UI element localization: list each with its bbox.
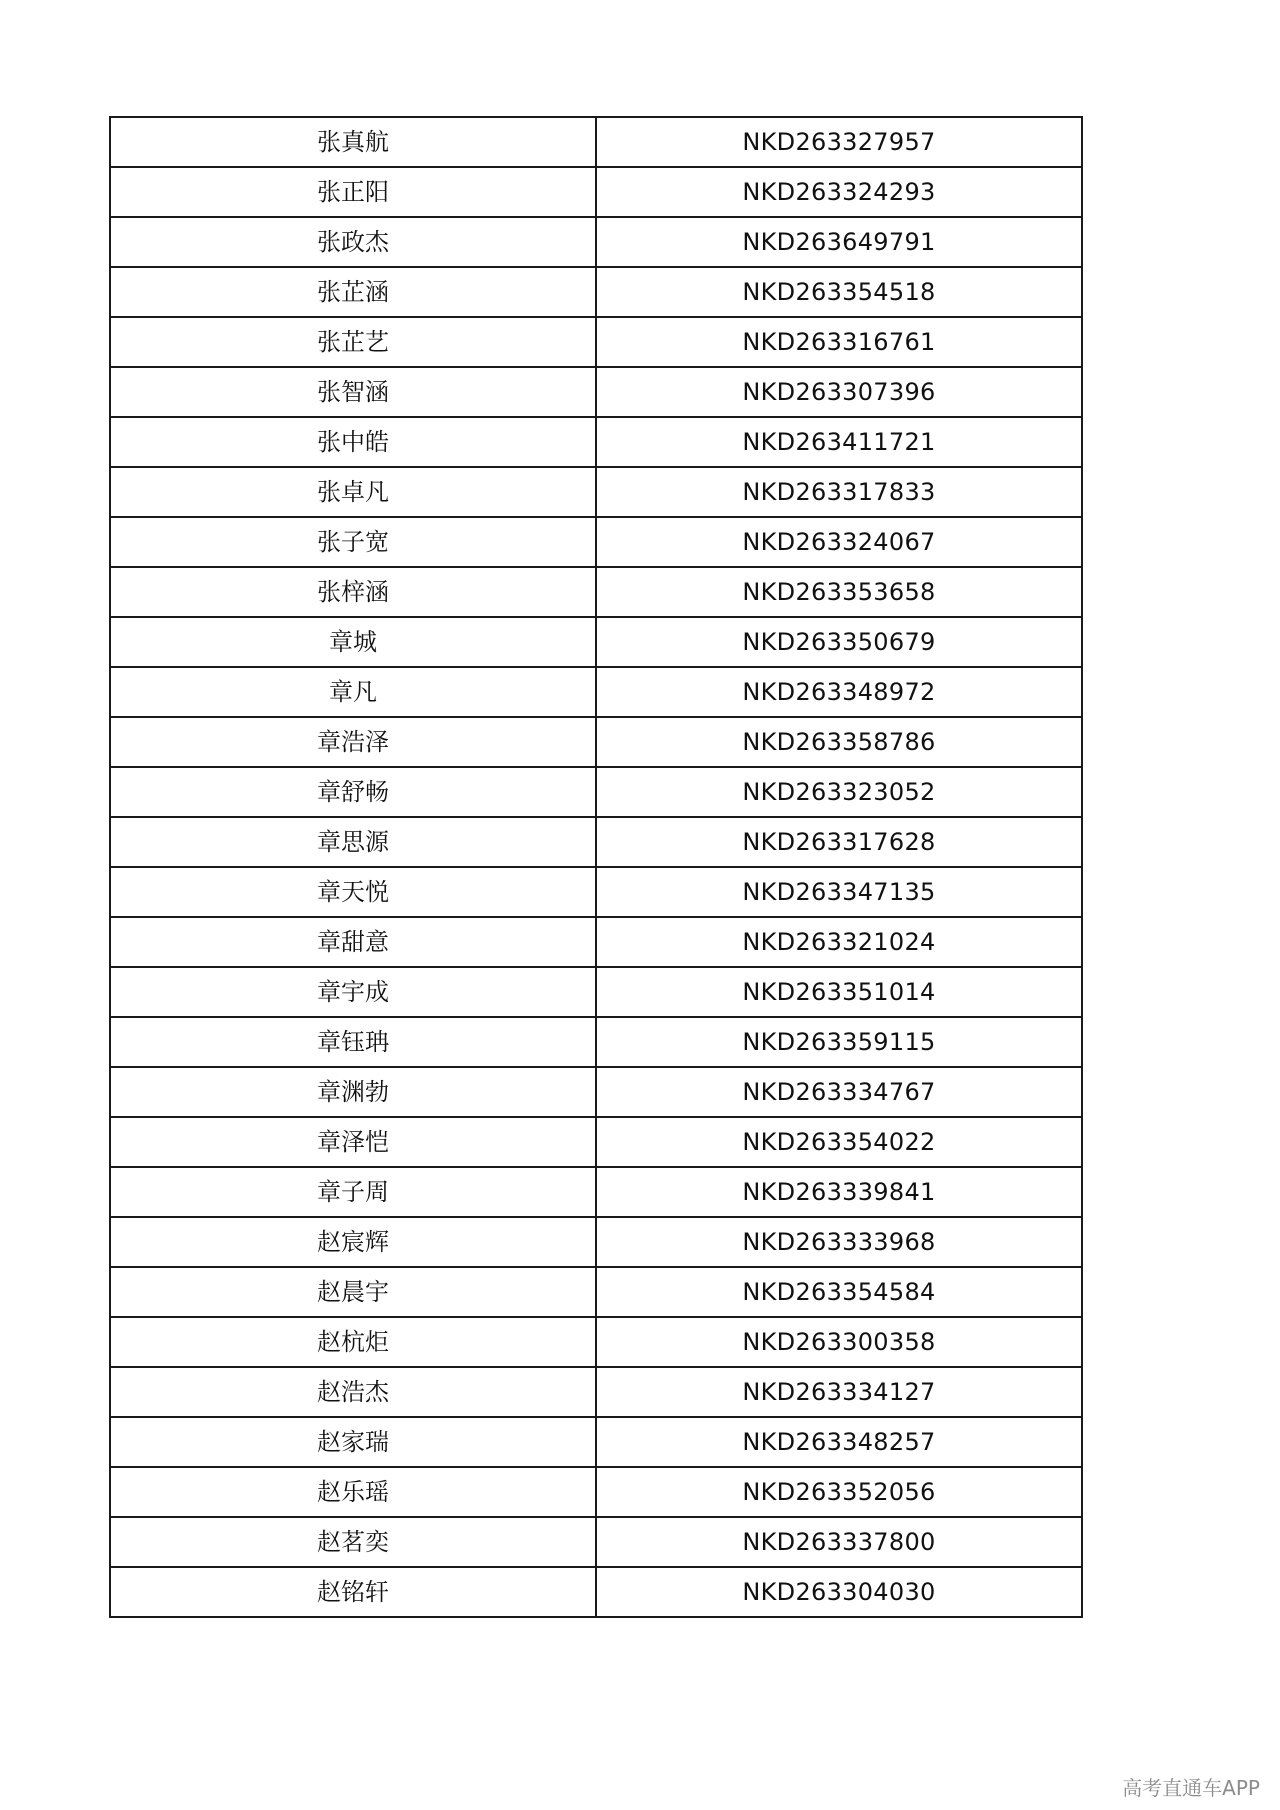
registration-id-cell: NKD263352056	[596, 1467, 1082, 1517]
table-row	[110, 117, 1082, 167]
registration-id-cell: NKD263354518	[596, 267, 1082, 317]
student-name-cell: 章泽恺	[110, 1117, 596, 1167]
registration-id-cell: NKD263353658	[596, 567, 1082, 617]
student-name-cell: 张中皓	[110, 417, 596, 467]
table-row	[110, 967, 1082, 1017]
registration-id-cell: NKD263307396	[596, 367, 1082, 417]
registration-id-cell: NKD263337800	[596, 1517, 1082, 1567]
table-row	[110, 167, 1082, 217]
student-name-cell: 张梓涵	[110, 567, 596, 617]
registration-id-cell: NKD263327957	[596, 117, 1082, 167]
table-row	[110, 917, 1082, 967]
table-row	[110, 1267, 1082, 1317]
table-row	[110, 317, 1082, 367]
registration-id-cell: NKD263334767	[596, 1067, 1082, 1117]
registration-id-cell: NKD263316761	[596, 317, 1082, 367]
student-name-cell: 章宇成	[110, 967, 596, 1017]
roster-table	[109, 116, 1083, 1618]
student-name-cell: 张真航	[110, 117, 596, 167]
student-name-cell: 章钰珃	[110, 1017, 596, 1067]
student-name-cell: 章城	[110, 617, 596, 667]
registration-id-cell: NKD263354584	[596, 1267, 1082, 1317]
registration-id-cell: NKD263317628	[596, 817, 1082, 867]
registration-id-cell: NKD263300358	[596, 1317, 1082, 1367]
table-row	[110, 217, 1082, 267]
registration-id-cell: NKD263411721	[596, 417, 1082, 467]
registration-id-cell: NKD263321024	[596, 917, 1082, 967]
table-row	[110, 517, 1082, 567]
table-row	[110, 1567, 1082, 1617]
registration-id-cell: NKD263323052	[596, 767, 1082, 817]
student-name-cell: 张卓凡	[110, 467, 596, 517]
table-row	[110, 417, 1082, 467]
registration-id-cell: NKD263324293	[596, 167, 1082, 217]
table-row	[110, 1317, 1082, 1367]
registration-id-cell: NKD263334127	[596, 1367, 1082, 1417]
table-row	[110, 367, 1082, 417]
registration-id-cell: NKD263348257	[596, 1417, 1082, 1467]
table-row	[110, 817, 1082, 867]
student-name-cell: 章渊勃	[110, 1067, 596, 1117]
table-row	[110, 1067, 1082, 1117]
registration-id-cell: NKD263333968	[596, 1217, 1082, 1267]
student-name-cell: 张正阳	[110, 167, 596, 217]
registration-id-cell: NKD263324067	[596, 517, 1082, 567]
table-row	[110, 667, 1082, 717]
student-name-cell: 章子周	[110, 1167, 596, 1217]
registration-id-cell: NKD263351014	[596, 967, 1082, 1017]
student-name-cell: 赵乐瑶	[110, 1467, 596, 1517]
registration-id-cell: NKD263649791	[596, 217, 1082, 267]
table-row	[110, 1367, 1082, 1417]
student-name-cell: 赵茗奕	[110, 1517, 596, 1567]
student-name-cell: 章天悦	[110, 867, 596, 917]
student-name-cell: 章舒畅	[110, 767, 596, 817]
registration-id-cell: NKD263348972	[596, 667, 1082, 717]
table-row	[110, 1217, 1082, 1267]
table-row	[110, 1167, 1082, 1217]
table-row	[110, 567, 1082, 617]
student-name-cell: 章思源	[110, 817, 596, 867]
student-name-cell: 赵杭炬	[110, 1317, 596, 1367]
registration-id-cell: NKD263358786	[596, 717, 1082, 767]
table-row	[110, 717, 1082, 767]
student-name-cell: 张芷涵	[110, 267, 596, 317]
table-row	[110, 1467, 1082, 1517]
student-name-cell: 章凡	[110, 667, 596, 717]
watermark-text: 高考直通车APP	[1122, 1776, 1260, 1800]
student-name-cell: 章甜意	[110, 917, 596, 967]
student-name-cell: 张子宽	[110, 517, 596, 567]
registration-id-cell: NKD263347135	[596, 867, 1082, 917]
student-name-cell: 章浩泽	[110, 717, 596, 767]
table-row	[110, 1417, 1082, 1467]
table-row	[110, 267, 1082, 317]
student-name-cell: 张芷艺	[110, 317, 596, 367]
student-name-cell: 张智涵	[110, 367, 596, 417]
registration-id-cell: NKD263350679	[596, 617, 1082, 667]
student-name-cell: 张政杰	[110, 217, 596, 267]
student-name-cell: 赵晨宇	[110, 1267, 596, 1317]
student-name-cell: 赵家瑞	[110, 1417, 596, 1467]
registration-id-cell: NKD263359115	[596, 1017, 1082, 1067]
table-row	[110, 867, 1082, 917]
student-name-cell: 赵浩杰	[110, 1367, 596, 1417]
registration-id-cell: NKD263304030	[596, 1567, 1082, 1617]
roster-table-body	[110, 117, 1082, 1617]
registration-id-cell: NKD263354022	[596, 1117, 1082, 1167]
registration-id-cell: NKD263317833	[596, 467, 1082, 517]
table-row	[110, 617, 1082, 667]
registration-id-cell: NKD263339841	[596, 1167, 1082, 1217]
student-name-cell: 赵铭轩	[110, 1567, 596, 1617]
table-row	[110, 767, 1082, 817]
table-row	[110, 1517, 1082, 1567]
student-name-cell: 赵宸辉	[110, 1217, 596, 1267]
table-row	[110, 1117, 1082, 1167]
table-row	[110, 467, 1082, 517]
table-row	[110, 1017, 1082, 1067]
